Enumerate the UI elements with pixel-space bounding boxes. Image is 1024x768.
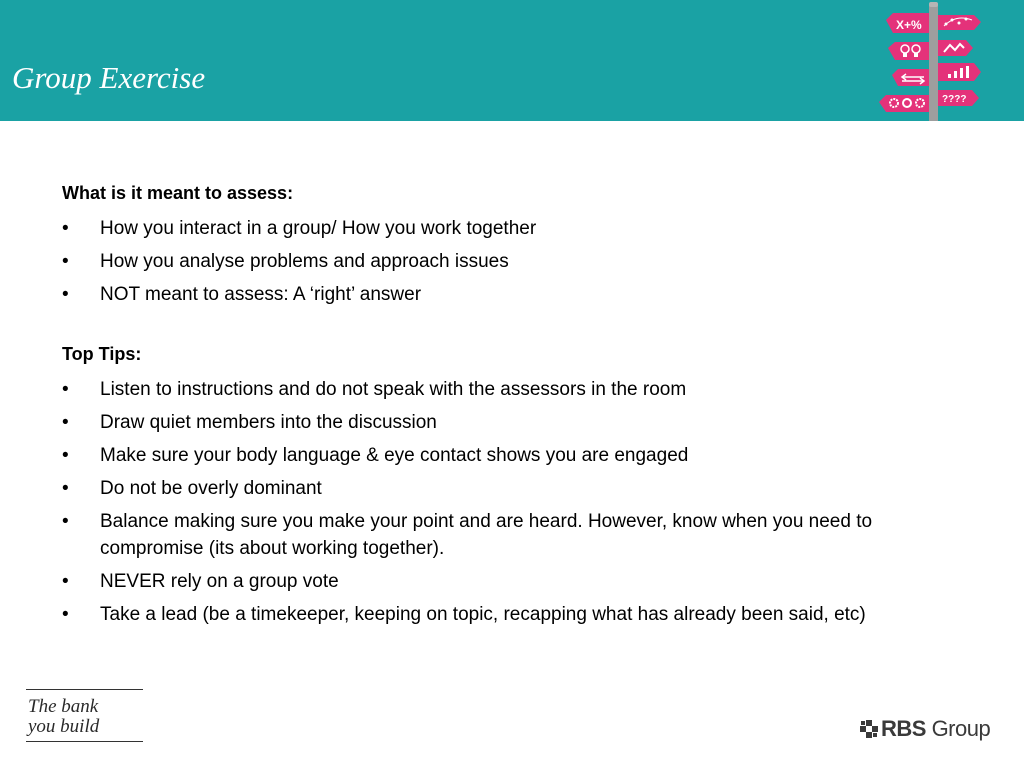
list-item: • How you interact in a group/ How you work together <box>62 215 962 242</box>
list-item: • Balance making sure you make your point and are heard. However, know when you need to compromise (its about working together). <box>62 508 962 562</box>
assess-list <box>62 215 962 308</box>
bullet-icon: • <box>62 604 69 625</box>
sign-text-math: X+% <box>896 18 922 32</box>
sign-text-question: ???? <box>942 94 967 105</box>
slide-title: Group Exercise <box>12 60 206 95</box>
rbs-daisy-icon <box>859 719 879 739</box>
list-item: • Listen to instructions and do not speak with the assessors in the room <box>62 376 962 403</box>
bullet-icon: • <box>62 218 69 239</box>
bullet-icon: • <box>62 511 69 532</box>
list-item: • NOT meant to assess: A ‘right’ answer <box>62 281 962 308</box>
bullet-icon: • <box>62 379 69 400</box>
list-item: • Make sure your body language & eye contact shows you are engaged <box>62 442 962 469</box>
tagline <box>26 689 143 742</box>
list-item: • NEVER rely on a group vote <box>62 568 962 595</box>
list-item: • Do not be overly dominant <box>62 475 962 502</box>
bullet-icon: • <box>62 251 69 272</box>
tips-heading: Top Tips: <box>62 344 142 364</box>
bullet-icon: • <box>62 445 69 466</box>
tips-list <box>62 376 962 628</box>
logo-text: RBS Group <box>881 716 991 741</box>
header-band <box>0 0 1024 121</box>
bullet-icon: • <box>62 571 69 592</box>
tagline-line-1: The bank <box>28 696 99 717</box>
assess-heading: What is it meant to assess: <box>62 183 294 203</box>
rbs-logo <box>859 714 990 744</box>
list-item: • Draw quiet members into the discussion <box>62 409 962 436</box>
list-item: • How you analyse problems and approach issues <box>62 248 962 275</box>
signpost-icon <box>876 2 986 121</box>
bullet-icon: • <box>62 412 69 433</box>
bullet-icon: • <box>62 284 69 305</box>
list-item: • Take a lead (be a timekeeper, keeping on topic, recapping what has already been said, etc) <box>62 601 962 628</box>
slide-body <box>62 182 962 634</box>
tagline-line-2: you build <box>28 716 100 737</box>
bullet-icon: • <box>62 478 69 499</box>
